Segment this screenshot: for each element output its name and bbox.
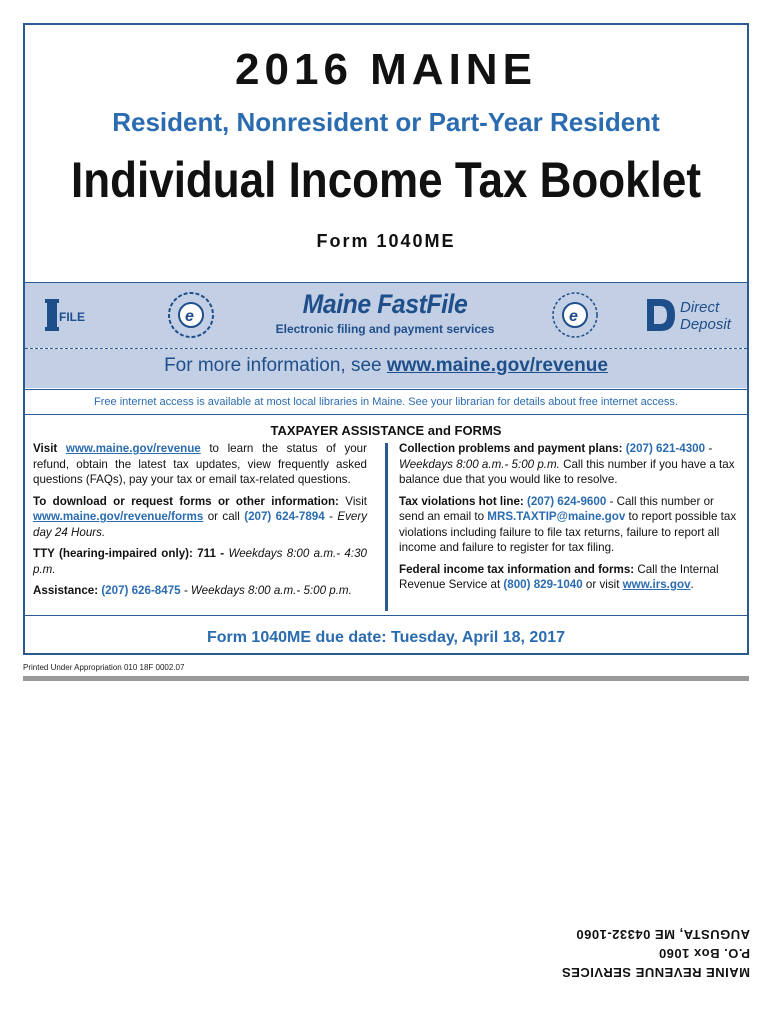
visit-link[interactable]: www.maine.gov/revenue (65, 442, 201, 455)
taxpayer-assistance-heading: TAXPAYER ASSISTANCE and FORMS (270, 423, 502, 438)
due-date: Form 1040ME due date: Tuesday, April 18, 2017 (206, 629, 566, 646)
visit-text: to learn the status of your refund, obtain the latest tax updates, view frequently asked questions (FAQs), pay your tax or email tax-related questions. (33, 442, 367, 486)
violations-paragraph (399, 494, 739, 556)
ezpay-logo-icon (551, 291, 599, 339)
ifile-logo-icon (45, 295, 85, 335)
form-number: Form 1040ME (316, 231, 456, 251)
fastfile-subtitle: Electronic filing and payment services (275, 322, 495, 336)
assistance-right-column (399, 441, 739, 599)
svg-text:e: e (185, 308, 194, 325)
assistance-paragraph (33, 583, 367, 599)
collection-paragraph (399, 441, 739, 488)
svg-text:Deposit: Deposit (680, 316, 731, 333)
federal-phone: (800) 829-1040 (503, 578, 583, 591)
more-info-band (25, 349, 747, 388)
address-line-2: P.O. Box 1060 (658, 946, 750, 961)
mailing-address-block (535, 925, 750, 982)
booklet-title: Individual Income Tax Booklet (71, 152, 701, 208)
download-text-1: Visit (338, 494, 367, 508)
download-label: To download or request forms or other information: (33, 494, 339, 508)
forms-hours: Every day 24 Hours. (33, 510, 367, 539)
federal-text-3: . (690, 578, 694, 591)
violations-email-link[interactable]: MRS.TAXTIP@maine.gov (487, 510, 626, 523)
federal-label: Federal income tax information and forms: (399, 562, 635, 576)
forms-phone: (207) 624-7894 (244, 510, 325, 523)
assistance-label: Assistance: (33, 584, 102, 597)
violations-text-2: to report possible tax violations including failure to file tax returns, failure to report all income and failure to register for tax filing. (399, 510, 737, 554)
year-title: 2016 MAINE (235, 45, 537, 94)
assistance-left-column (33, 441, 367, 605)
download-text-3: - (324, 510, 338, 523)
tty-hours: Weekdays 8:00 a.m.- 4:30 p.m. (33, 547, 367, 576)
maine-fastfile-logo (270, 289, 500, 336)
download-text-2: or call (203, 510, 245, 523)
collection-label: Collection problems and payment plans: (399, 442, 626, 455)
download-paragraph (33, 494, 367, 541)
section-rule (25, 615, 747, 616)
tty-label: TTY (hearing-impaired only): 711 - (33, 547, 229, 560)
svg-text:Direct: Direct (680, 299, 720, 316)
free-internet-notice: Free internet access is available at most local libraries in Maine. See your librarian for details about free internet access. (25, 389, 747, 415)
assistance-hours: - Weekdays 8:00 a.m.- 5:00 p.m. (180, 584, 352, 597)
gray-divider-bar (23, 676, 749, 681)
more-info-text: For more information, see (164, 355, 387, 376)
violations-phone: (207) 624-9600 (526, 494, 607, 508)
violations-text-1: - Call this number or send an email to (399, 494, 714, 523)
federal-paragraph (399, 562, 739, 593)
federal-text-1: Call the Internal Revenue Service at (399, 562, 719, 591)
collection-text: Call this number if you have a tax balance due that you would like to resolve. (399, 457, 735, 486)
column-divider (385, 443, 388, 611)
svg-text:e: e (569, 308, 578, 325)
efile-logo-band (25, 282, 747, 348)
visit-paragraph (33, 441, 367, 488)
booklet-cover-frame (23, 23, 749, 655)
address-line-3: AUGUSTA, ME 04332-1060 (575, 927, 750, 942)
efile-logo-icon (167, 291, 215, 339)
direct-deposit-logo-icon (643, 293, 733, 337)
collection-phone: (207) 621-4300 (625, 442, 706, 455)
revenue-website-link[interactable]: www.maine.gov/revenue (386, 355, 608, 376)
svg-text:FILE: FILE (59, 310, 85, 324)
address-line-1: MAINE REVENUE SERVICES (561, 965, 750, 980)
collection-hours: - Weekdays 8:00 a.m.- 5:00 p.m. (399, 442, 713, 471)
fastfile-title: Maine FastFile (302, 289, 468, 319)
tty-paragraph (33, 546, 367, 577)
assistance-phone: (207) 626-8475 (101, 584, 181, 597)
forms-link[interactable]: www.maine.gov/revenue/forms (33, 510, 204, 523)
residency-subtitle: Resident, Nonresident or Part-Year Resident (112, 107, 660, 137)
visit-label: Visit (33, 442, 66, 455)
printed-appropriation-note: Printed Under Appropriation 010 18F 0002.07 (23, 663, 185, 672)
federal-text-2: or visit (582, 578, 623, 591)
violations-label: Tax violations hot line: (399, 494, 527, 508)
irs-link[interactable]: www.irs.gov (622, 578, 691, 591)
